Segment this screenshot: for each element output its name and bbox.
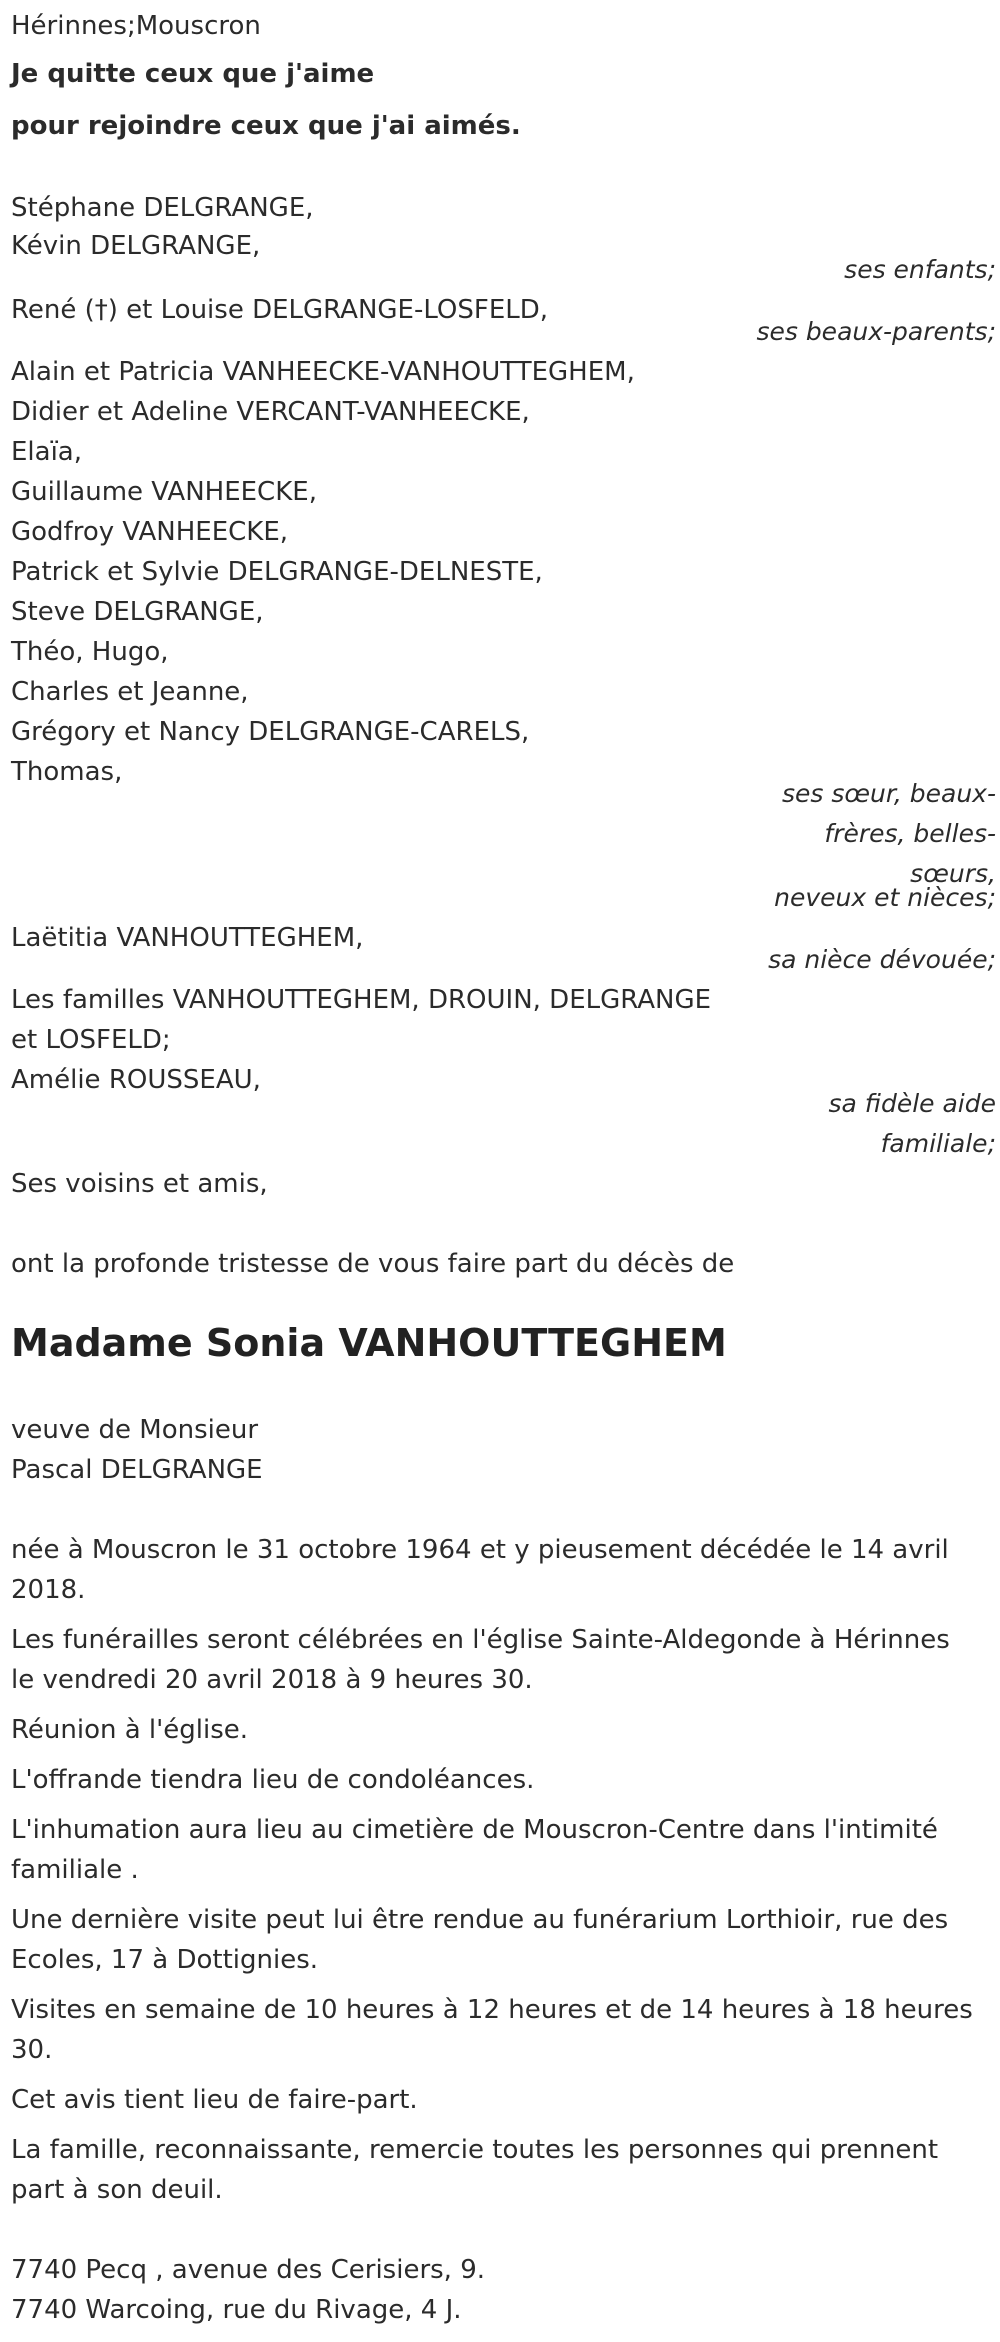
deceased-name: Madame Sonia VANHOUTTEGHEM — [11, 1321, 727, 1365]
detail-burial-line-1: L'inhumation aura lieu au cimetière de Mouscron-Centre dans l'intimité — [11, 1815, 938, 1845]
family-name-sibling-10: Grégory et Nancy DELGRANGE-CARELS, — [11, 717, 530, 747]
role-siblings-line-3: sœurs, — [910, 859, 996, 888]
role-helper-line-2: familiale; — [880, 1129, 996, 1158]
role-siblings-line-4: neveux et nièces; — [774, 883, 996, 912]
families-line-2: et LOSFELD; — [11, 1025, 171, 1055]
detail-notice: Cet avis tient lieu de faire-part. — [11, 2085, 418, 2115]
family-name-helper: Amélie ROUSSEAU, — [11, 1065, 261, 1095]
family-name-sibling-2: Didier et Adeline VERCANT-VANHEECKE, — [11, 397, 530, 427]
quote-line-2: pour rejoindre ceux que j'ai aimés. — [11, 111, 521, 141]
role-parents-in-law: ses beaux-parents; — [756, 317, 996, 346]
role-niece: sa nièce dévouée; — [768, 945, 996, 974]
family-name-sibling-5: Godfroy VANHEECKE, — [11, 517, 289, 547]
detail-thanks-line-1: La famille, reconnaissante, remercie toutes les personnes qui prennent — [11, 2135, 939, 2165]
family-name-sibling-7: Steve DELGRANGE, — [11, 597, 264, 627]
role-siblings-line-1: ses sœur, beaux- — [781, 779, 996, 808]
family-name-sibling-8: Théo, Hugo, — [11, 637, 169, 667]
detail-funeral-line-2: le vendredi 20 avril 2018 à 9 heures 30. — [11, 1665, 533, 1695]
detail-hours-line-2: 30. — [11, 2035, 53, 2065]
location-line: Hérinnes;Mouscron — [11, 11, 261, 41]
family-name-sibling-3: Elaïa, — [11, 437, 83, 467]
detail-visit-line-2: Ecoles, 17 à Dottignies. — [11, 1945, 319, 1975]
detail-funeral-line-1: Les funérailles seront célébrées en l'église Sainte-Aldegonde à Hérinnes — [11, 1625, 950, 1655]
detail-hours-line-1: Visites en semaine de 10 heures à 12 heures et de 14 heures à 18 heures — [11, 1995, 973, 2025]
detail-visit-line-1: Une dernière visite peut lui être rendue au funérarium Lorthioir, rue des — [11, 1905, 949, 1935]
address-line-1: 7740 Pecq , avenue des Cerisiers, 9. — [11, 2255, 486, 2285]
family-name-child-2: Kévin DELGRANGE, — [11, 231, 261, 261]
family-name-sibling-9: Charles et Jeanne, — [11, 677, 249, 707]
family-name-sibling-6: Patrick et Sylvie DELGRANGE-DELNESTE, — [11, 557, 543, 587]
detail-offering: L'offrande tiendra lieu de condoléances. — [11, 1765, 535, 1795]
widow-line-1: veuve de Monsieur — [11, 1415, 259, 1445]
family-name-sibling-11: Thomas, — [11, 757, 123, 787]
address-line-2: 7740 Warcoing, rue du Rivage, 4 J. — [11, 2295, 462, 2325]
role-siblings-line-2: frères, belles- — [824, 819, 996, 848]
families-line-1: Les familles VANHOUTTEGHEM, DROUIN, DELGRANGE — [11, 985, 712, 1015]
quote-line-1: Je quitte ceux que j'aime — [11, 59, 375, 89]
announcement-line: ont la profonde tristesse de vous faire part du décès de — [11, 1249, 735, 1279]
role-children: ses enfants; — [844, 255, 996, 284]
detail-thanks-line-2: part à son deuil. — [11, 2175, 223, 2205]
detail-meeting: Réunion à l'église. — [11, 1715, 249, 1745]
family-name-parents-in-law: René (†) et Louise DELGRANGE-LOSFELD, — [11, 295, 549, 325]
role-helper-line-1: sa fidèle aide — [828, 1089, 996, 1118]
family-name-sibling-4: Guillaume VANHEECKE, — [11, 477, 317, 507]
detail-birth-line-1: née à Mouscron le 31 octobre 1964 et y pieusement décédée le 14 avril — [11, 1535, 949, 1565]
detail-birth-line-2: 2018. — [11, 1575, 86, 1605]
detail-burial-line-2: familiale . — [11, 1855, 139, 1885]
family-name-child-1: Stéphane DELGRANGE, — [11, 193, 314, 223]
widow-line-2: Pascal DELGRANGE — [11, 1455, 263, 1485]
family-name-sibling-1: Alain et Patricia VANHEECKE-VANHOUTTEGHEM, — [11, 357, 635, 387]
family-name-niece: Laëtitia VANHOUTTEGHEM, — [11, 923, 364, 953]
neighbours-line: Ses voisins et amis, — [11, 1169, 268, 1199]
